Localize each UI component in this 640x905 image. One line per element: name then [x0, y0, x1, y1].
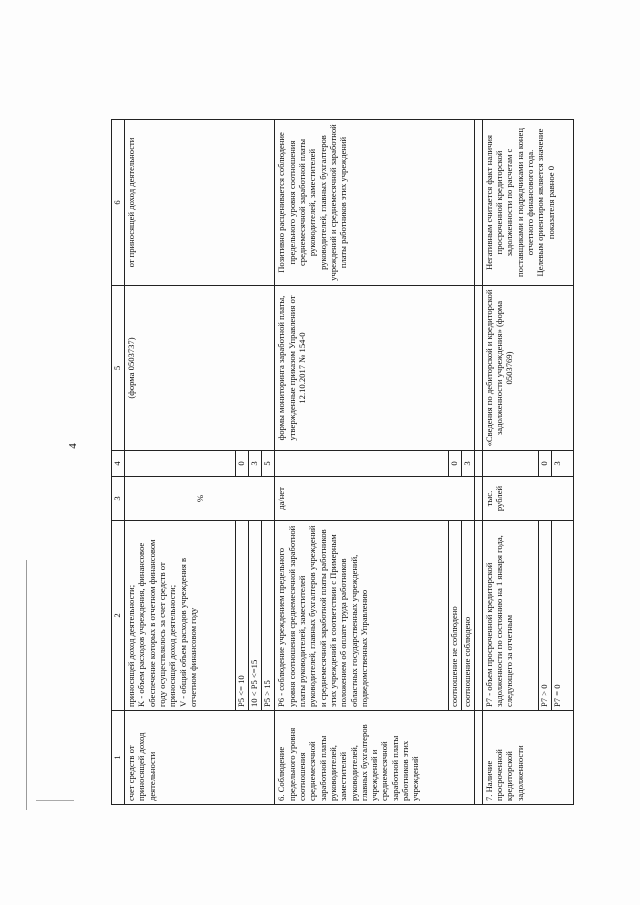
rotated-table-container — [111, 120, 574, 805]
formula-description-cell: P7 - объем просроченной кредиторской задолженности по состоянию на 1 января года, следующего за отчетным — [482, 521, 538, 711]
source-cell: формы мониторинга заработной платы, утвержденные приказом Управления от 12.10.2017 № 154-0 — [275, 286, 474, 451]
page-number: 4 — [66, 443, 79, 449]
score-value: 0 — [448, 451, 461, 477]
comment-cell: Позитивно расценивается соблюдение предельного уровня соотношения среднемесячной заработной платы руководителей, заместителей руководителей, главных бухгалтеров учреждений и среднемесячной заработной платы работников этих учреждений — [275, 120, 474, 286]
score-value: 0 — [236, 451, 249, 477]
score-cell — [275, 451, 448, 477]
scan-edge-line — [26, 560, 27, 810]
score-value: 3 — [552, 451, 574, 477]
source-cell: «Сведения по дебиторской и кредиторской задолженности учреждения» (форма 0503769) — [482, 286, 573, 451]
col-header-3: 3 — [112, 477, 125, 521]
score-condition: P5 > 15 — [262, 521, 275, 711]
unit-cell: тыс. рублей — [482, 477, 573, 521]
score-condition: P7 = 0 — [552, 521, 574, 711]
col-header-2: 2 — [112, 521, 125, 711]
score-value: 3 — [461, 451, 474, 477]
criterion-name-cell: 6. Соблюдение предельного уровня соотношения среднемесячной заработной платы руководителей, заместителей руководителей, главных бухгалтеров учреждений и среднемесячной заработной платы работников этих учреждений — [275, 711, 474, 805]
score-condition: P7 > 0 — [539, 521, 552, 711]
spacer-row — [474, 120, 482, 805]
col-header-4: 4 — [112, 451, 125, 477]
table-row-5 — [124, 120, 235, 805]
unit-cell: да/нет — [275, 477, 474, 521]
comment-cell: от приносящей доход деятельности — [124, 120, 274, 286]
unit-cell: % — [124, 477, 274, 521]
col-header-5: 5 — [112, 286, 125, 451]
col-header-1: 1 — [112, 711, 125, 805]
scan-edge-mark — [36, 800, 74, 801]
criteria-table — [111, 119, 574, 805]
table-row-7 — [482, 120, 538, 805]
formula-description-cell: P6 - соблюдение учреждением предельного уровня соотношения среднемесячной заработной платы руководителей, заместителей руководителей, главных бухгалтеров учреждений и среднемесячной заработной платы работников этих учреждений в соответствии с Примерным положением об оплате труда работников областных государственных учреждений, подведомственных Управлению — [275, 521, 448, 711]
source-cell: (форма 0503737) — [124, 286, 274, 451]
col-header-6: 6 — [112, 120, 125, 286]
score-cell — [482, 451, 538, 477]
score-condition: 10 < P5 <=15 — [249, 521, 262, 711]
score-condition: P5 <= 10 — [236, 521, 249, 711]
score-condition: соотношение соблюдено — [461, 521, 474, 711]
score-cell — [124, 451, 235, 477]
score-value: 5 — [262, 451, 275, 477]
score-value: 0 — [539, 451, 552, 477]
criterion-name-cell: счет средств от приносящей доход деятельности — [124, 711, 274, 805]
criterion-name-cell: 7. Наличие просроченной кредиторской задолженности — [482, 711, 573, 805]
score-value: 3 — [249, 451, 262, 477]
header-row — [112, 120, 125, 805]
comment-cell: Негативным считается факт наличия просроченной кредиторской задолженности по расчетам с поставщиками и подрядчиками на конец отчетного финансового года. Целевым ориентиром является значение показателя равное 0 — [482, 120, 573, 286]
formula-description-cell: приносящей доход деятельности; K - объем расходов учреждения, финансовое обеспечение которых в отчетном финансовом году осуществлялось за счет средств от приносящей доход деятельности; V - общий объем расходов учреждения в отчетном финансовом году — [124, 521, 235, 711]
score-condition: соотношение не соблюдено — [448, 521, 461, 711]
table-row-6 — [275, 120, 448, 805]
